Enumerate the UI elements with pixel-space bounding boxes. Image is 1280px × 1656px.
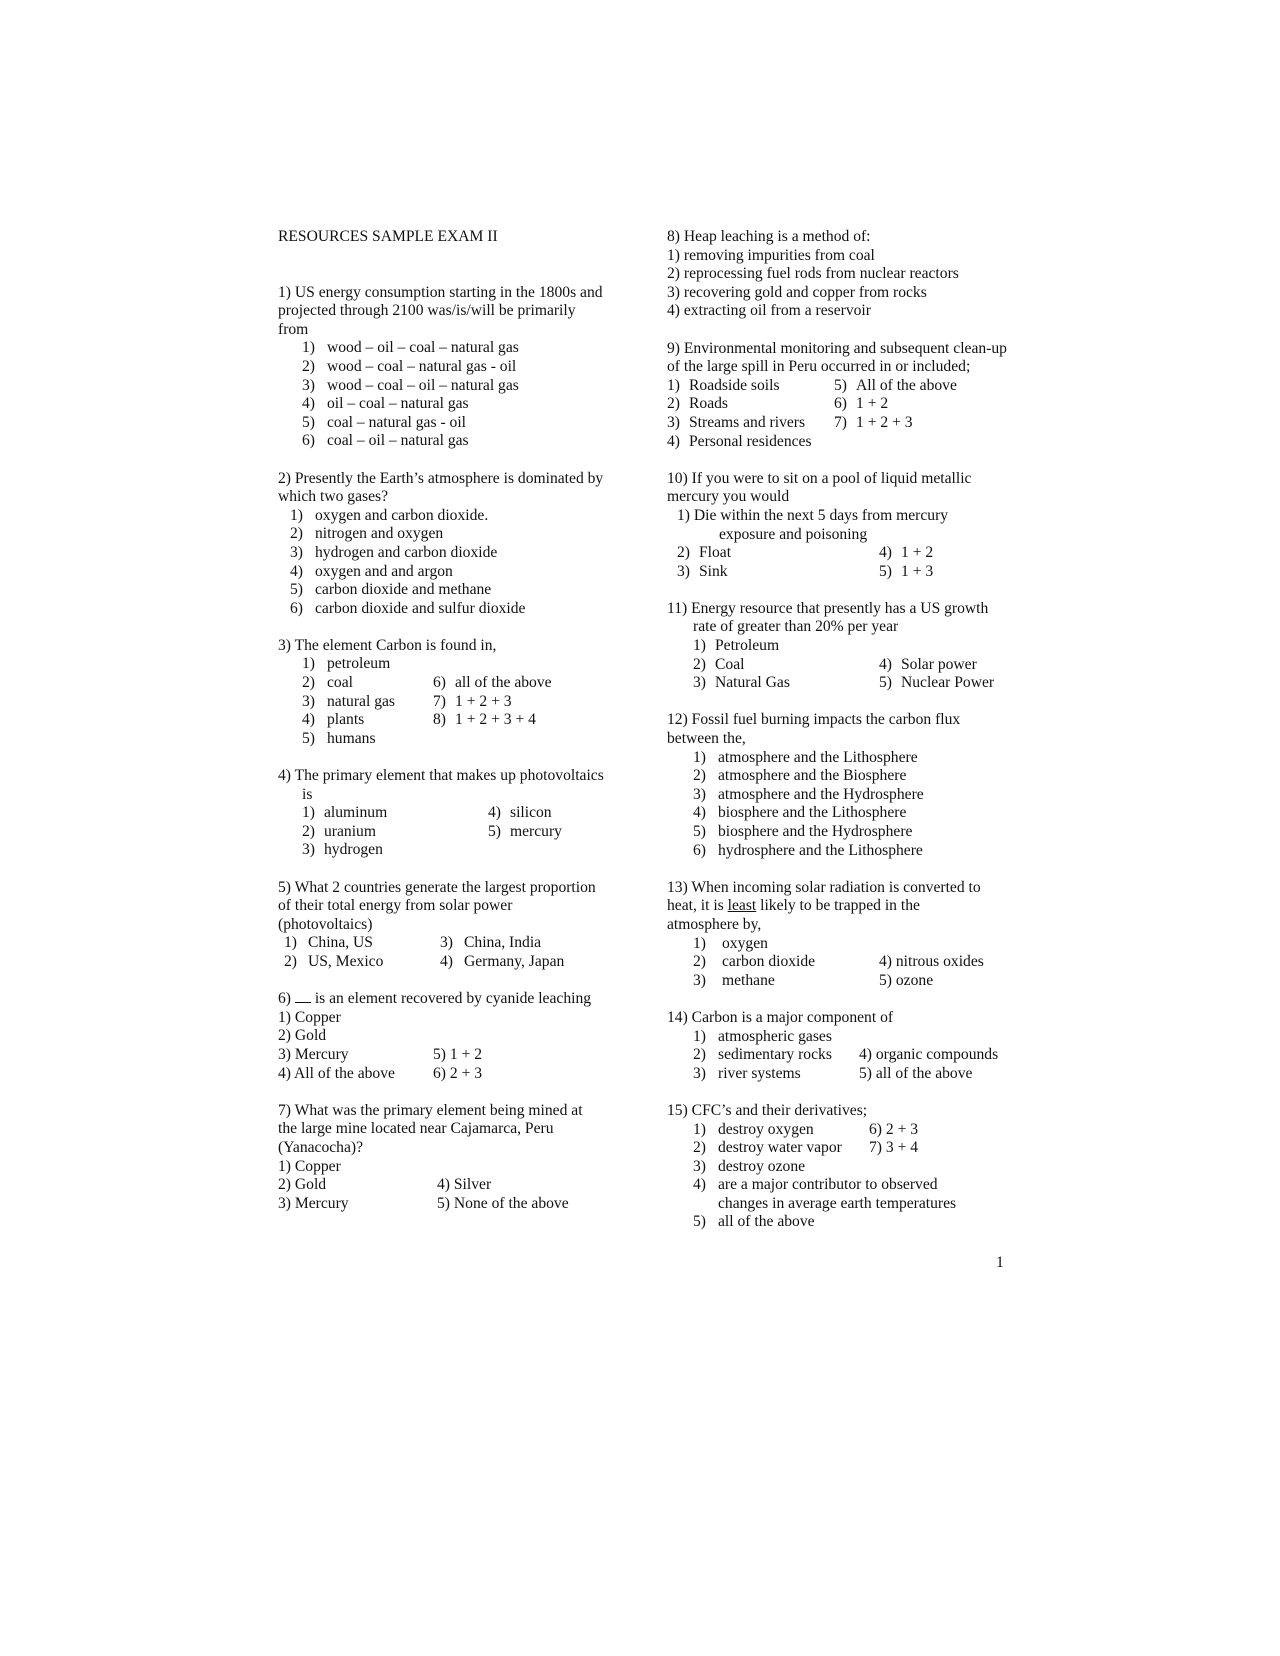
question-15 bbox=[667, 1102, 1037, 1232]
question-14 bbox=[667, 1009, 1037, 1083]
answer-option: atmospheric gases bbox=[718, 1027, 832, 1045]
answer-option: 5) 1 + 2 bbox=[433, 1045, 483, 1063]
answer-option: Petroleum bbox=[715, 637, 780, 655]
answer-option: silicon bbox=[510, 804, 552, 822]
option-number: 2) bbox=[302, 357, 315, 375]
answer-option: plants bbox=[327, 711, 365, 729]
answer-option: carbon dioxide and sulfur dioxide bbox=[315, 599, 526, 617]
left-column bbox=[278, 228, 638, 1213]
answer-option: atmosphere and the Hydrosphere bbox=[718, 785, 924, 803]
option-number: 6) bbox=[290, 599, 303, 617]
emphasis-underlined: least bbox=[727, 897, 757, 915]
question-stem: 7) What was the primary element being mined at bbox=[278, 1101, 583, 1119]
question-6 bbox=[278, 990, 638, 1083]
answer-option: destroy oxygen bbox=[718, 1120, 814, 1138]
answer-option: atmosphere and the Biosphere bbox=[718, 767, 907, 785]
answer-option: oxygen and and argon bbox=[315, 562, 453, 580]
answer-option: 3) recovering gold and copper from rocks bbox=[667, 283, 927, 301]
option-number: 5) bbox=[834, 376, 847, 394]
question-stem: 1) US energy consumption starting in the 1800s and bbox=[278, 283, 603, 301]
answer-option: 3) Mercury bbox=[278, 1194, 349, 1212]
answer-option: uranium bbox=[324, 822, 376, 840]
answer-option: 2) Gold bbox=[278, 1027, 327, 1045]
option-number: 1) bbox=[667, 376, 680, 394]
answer-option: 6) 2 + 3 bbox=[869, 1120, 919, 1138]
option-number: 4) bbox=[440, 952, 453, 970]
answer-option: 1 + 2 + 3 bbox=[856, 413, 913, 431]
question-stem: projected through 2100 was/is/will be primarily bbox=[278, 302, 576, 320]
answer-option: 1) Die within the next 5 days from mercury bbox=[677, 506, 949, 524]
question-stem: is bbox=[302, 785, 313, 803]
option-number: 4) bbox=[879, 544, 892, 562]
option-number: 1) bbox=[302, 339, 315, 357]
answer-option: all of the above bbox=[718, 1213, 815, 1231]
option-number: 4) bbox=[488, 804, 501, 822]
question-10 bbox=[667, 470, 1037, 582]
question-9 bbox=[667, 340, 1037, 452]
option-number: 5) bbox=[302, 729, 315, 747]
option-number: 5) bbox=[879, 562, 892, 580]
question-stem: (Yanacocha)? bbox=[278, 1138, 364, 1156]
question-stem: 11) Energy resource that presently has a US growth bbox=[667, 599, 989, 617]
answer-option: biosphere and the Lithosphere bbox=[718, 804, 907, 822]
option-number: 5) bbox=[488, 822, 501, 840]
question-stem: (photovoltaics) bbox=[278, 915, 373, 933]
option-number: 5) bbox=[693, 1213, 706, 1231]
option-number: 3) bbox=[693, 674, 706, 692]
option-number: 3) bbox=[667, 413, 680, 431]
right-column bbox=[667, 228, 1037, 1232]
question-12 bbox=[667, 711, 1037, 860]
answer-option-continued: changes in average earth temperatures bbox=[718, 1194, 957, 1212]
question-4 bbox=[278, 767, 638, 860]
question-stem: which two gases? bbox=[278, 488, 388, 506]
option-number: 2) bbox=[290, 525, 303, 543]
option-number: 4) bbox=[302, 711, 315, 729]
option-number: 4) bbox=[302, 395, 315, 413]
answer-option: coal bbox=[327, 674, 353, 692]
answer-option: 1 + 3 bbox=[901, 562, 934, 580]
option-number: 5) bbox=[302, 413, 315, 431]
answer-option: river systems bbox=[718, 1064, 801, 1082]
answer-option: US, Mexico bbox=[308, 952, 384, 970]
answer-option: destroy water vapor bbox=[718, 1139, 842, 1157]
answer-option: China, US bbox=[308, 934, 373, 952]
answer-option: methane bbox=[722, 971, 775, 989]
question-stem: rate of greater than 20% per year bbox=[693, 618, 899, 636]
option-number: 2) bbox=[677, 544, 690, 562]
option-number: 2) bbox=[693, 1046, 706, 1064]
option-number: 3) bbox=[677, 562, 690, 580]
answer-option: wood – coal – natural gas - oil bbox=[327, 357, 517, 375]
answer-option: 5) None of the above bbox=[437, 1194, 569, 1212]
answer-option: 4) organic compounds bbox=[859, 1046, 999, 1064]
option-number: 2) bbox=[693, 1139, 706, 1157]
option-number: 3) bbox=[693, 971, 706, 989]
option-number: 5) bbox=[879, 674, 892, 692]
question-stem-text: likely to be trapped in the bbox=[760, 897, 920, 915]
answer-option: carbon dioxide bbox=[722, 953, 816, 971]
answer-option: 7) 3 + 4 bbox=[869, 1139, 919, 1157]
option-number: 2) bbox=[302, 822, 315, 840]
answer-option: nitrogen and oxygen bbox=[315, 525, 444, 543]
option-number: 5) bbox=[290, 581, 303, 599]
answer-option: 4) nitrous oxides bbox=[879, 953, 984, 971]
answer-option: biosphere and the Hydrosphere bbox=[718, 823, 913, 840]
answer-option: 2) reprocessing fuel rods from nuclear reactors bbox=[667, 265, 959, 283]
option-number: 3) bbox=[290, 543, 303, 561]
question-stem: from bbox=[278, 320, 309, 338]
option-number: 1) bbox=[693, 1120, 706, 1138]
option-number: 3) bbox=[440, 934, 453, 952]
option-number: 4) bbox=[667, 432, 680, 450]
answer-option: humans bbox=[327, 729, 376, 747]
option-number: 1) bbox=[284, 934, 297, 952]
question-stem: 15) CFC’s and their derivatives; bbox=[667, 1101, 868, 1119]
exam-title: RESOURCES SAMPLE EXAM II bbox=[278, 228, 498, 245]
option-number: 3) bbox=[302, 841, 315, 859]
answer-option: Nuclear Power bbox=[901, 674, 995, 692]
answer-option: hydrogen and carbon dioxide bbox=[315, 543, 498, 561]
answer-option: 1 + 2 bbox=[856, 395, 889, 413]
question-stem bbox=[667, 897, 1037, 916]
option-number: 6) bbox=[433, 674, 446, 692]
answer-option: wood – coal – oil – natural gas bbox=[327, 376, 519, 394]
option-number: 6) bbox=[302, 432, 315, 450]
option-number: 2) bbox=[284, 952, 297, 970]
answer-option: Coal bbox=[715, 655, 745, 673]
answer-option: 4) All of the above bbox=[278, 1064, 395, 1082]
option-number: 8) bbox=[433, 711, 446, 729]
answer-option: oil – coal – natural gas bbox=[327, 395, 469, 413]
option-number: 6) bbox=[834, 395, 847, 413]
answer-option: are a major contributor to observed bbox=[718, 1176, 938, 1194]
answer-option: Germany, Japan bbox=[464, 952, 565, 970]
question-stem: 8) Heap leaching is a method of: bbox=[667, 228, 871, 245]
option-number: 3) bbox=[693, 1157, 706, 1175]
answer-option: 4) Silver bbox=[437, 1176, 492, 1194]
question-stem: of the large spill in Peru occurred in or included; bbox=[667, 358, 971, 376]
question-stem: 5) What 2 countries generate the largest proportion bbox=[278, 878, 596, 896]
question-3 bbox=[278, 637, 638, 749]
question-stem: the large mine located near Cajamarca, Peru bbox=[278, 1120, 554, 1138]
question-stem: 9) Environmental monitoring and subsequent clean-up bbox=[667, 339, 1007, 357]
question-stem: 14) Carbon is a major component of bbox=[667, 1008, 894, 1026]
answer-option: mercury bbox=[510, 822, 562, 840]
question-stem: 10) If you were to sit on a pool of liquid metallic bbox=[667, 469, 972, 487]
option-number: 3) bbox=[302, 376, 315, 394]
answer-option: 5) all of the above bbox=[859, 1064, 973, 1082]
answer-option: Sink bbox=[699, 562, 728, 580]
answer-option: 5) ozone bbox=[879, 971, 934, 989]
answer-option: Natural Gas bbox=[715, 674, 790, 692]
option-number: 1) bbox=[302, 655, 315, 673]
question-5 bbox=[278, 879, 638, 972]
question-13 bbox=[667, 879, 1037, 991]
option-number: 1) bbox=[693, 637, 706, 655]
option-number: 1) bbox=[693, 748, 706, 766]
option-number: 4) bbox=[693, 1176, 706, 1194]
question-stem: atmosphere by, bbox=[667, 915, 762, 933]
answer-option: 1) removing impurities from coal bbox=[667, 246, 875, 264]
answer-option: coal – natural gas - oil bbox=[327, 413, 466, 431]
option-number: 7) bbox=[433, 692, 446, 710]
answer-option: 3) Mercury bbox=[278, 1045, 349, 1063]
answer-option: China, India bbox=[464, 934, 542, 952]
answer-option: sedimentary rocks bbox=[718, 1046, 832, 1064]
question-stem: 4) The primary element that makes up photovoltaics bbox=[278, 767, 604, 785]
question-stem bbox=[278, 990, 638, 1009]
option-number: 2) bbox=[302, 674, 315, 692]
option-number: 3) bbox=[693, 785, 706, 803]
question-8 bbox=[667, 228, 1037, 321]
question-7 bbox=[278, 1102, 638, 1214]
answer-option: 1) Copper bbox=[278, 1157, 341, 1175]
answer-option: 1 + 2 bbox=[901, 544, 934, 562]
answer-option-continued: exposure and poisoning bbox=[719, 525, 868, 543]
answer-option: natural gas bbox=[327, 692, 395, 710]
question-stem: between the, bbox=[667, 730, 746, 748]
option-number: 1) bbox=[693, 1027, 706, 1045]
option-number: 1) bbox=[302, 804, 315, 822]
answer-option: Roads bbox=[689, 395, 728, 413]
option-number: 2) bbox=[667, 395, 680, 413]
question-11 bbox=[667, 600, 1037, 693]
answer-option: oxygen bbox=[722, 934, 768, 952]
question-2 bbox=[278, 470, 638, 619]
question-stem-text: heat, it is bbox=[667, 897, 724, 915]
answer-option: wood – oil – coal – natural gas bbox=[327, 339, 519, 357]
option-number: 1) bbox=[290, 506, 303, 524]
option-number: 2) bbox=[693, 767, 706, 785]
option-number: 4) bbox=[879, 655, 892, 673]
option-number: 6) bbox=[693, 841, 706, 859]
answer-option: 2) Gold bbox=[278, 1176, 327, 1194]
question-stem: mercury you would bbox=[667, 488, 790, 506]
option-number: 4) bbox=[693, 804, 706, 822]
answer-option: destroy ozone bbox=[718, 1157, 806, 1175]
question-stem: of their total energy from solar power bbox=[278, 897, 513, 915]
answer-option: hydrogen bbox=[324, 841, 383, 859]
page-number: 1 bbox=[996, 1254, 1004, 1271]
question-stem: 12) Fossil fuel burning impacts the carbon flux bbox=[667, 711, 961, 729]
question-stem: 2) Presently the Earth’s atmosphere is dominated by bbox=[278, 469, 604, 487]
answer-option: petroleum bbox=[327, 655, 391, 673]
question-1 bbox=[278, 284, 638, 451]
answer-option: Float bbox=[699, 544, 732, 562]
answer-option: hydrosphere and the Lithosphere bbox=[718, 841, 923, 859]
question-stem: 13) When incoming solar radiation is converted to bbox=[667, 878, 981, 896]
answer-option: 1 + 2 + 3 bbox=[455, 692, 512, 710]
option-number: 1) bbox=[693, 934, 706, 952]
answer-option: Streams and rivers bbox=[689, 413, 806, 431]
option-number: 2) bbox=[693, 953, 706, 971]
option-number: 5) bbox=[693, 823, 706, 840]
answer-option: carbon dioxide and methane bbox=[315, 581, 492, 599]
option-number: 3) bbox=[302, 692, 315, 710]
option-number: 3) bbox=[693, 1064, 706, 1082]
answer-option: All of the above bbox=[856, 376, 957, 394]
answer-option: aluminum bbox=[324, 804, 388, 822]
answer-option: Personal residences bbox=[689, 432, 812, 450]
option-number: 4) bbox=[290, 562, 303, 580]
question-number: 6) bbox=[278, 990, 291, 1008]
answer-option: 1 + 2 + 3 + 4 bbox=[455, 711, 536, 729]
question-stem-text: is an element recovered by cyanide leaching bbox=[314, 990, 592, 1008]
answer-option: atmosphere and the Lithosphere bbox=[718, 748, 918, 766]
answer-option: coal – oil – natural gas bbox=[327, 432, 469, 450]
answer-option: oxygen and carbon dioxide. bbox=[315, 506, 489, 524]
answer-option: 1) Copper bbox=[278, 1008, 341, 1026]
answer-option: 4) extracting oil from a reservoir bbox=[667, 302, 871, 320]
answer-option: all of the above bbox=[455, 674, 552, 692]
question-stem: 3) The element Carbon is found in, bbox=[278, 636, 497, 654]
option-number: 2) bbox=[693, 655, 706, 673]
answer-option: Solar power bbox=[901, 655, 977, 673]
answer-blank bbox=[295, 990, 311, 1003]
answer-option: 6) 2 + 3 bbox=[433, 1064, 483, 1082]
answer-option: Roadside soils bbox=[689, 376, 780, 394]
option-number: 7) bbox=[834, 413, 847, 431]
